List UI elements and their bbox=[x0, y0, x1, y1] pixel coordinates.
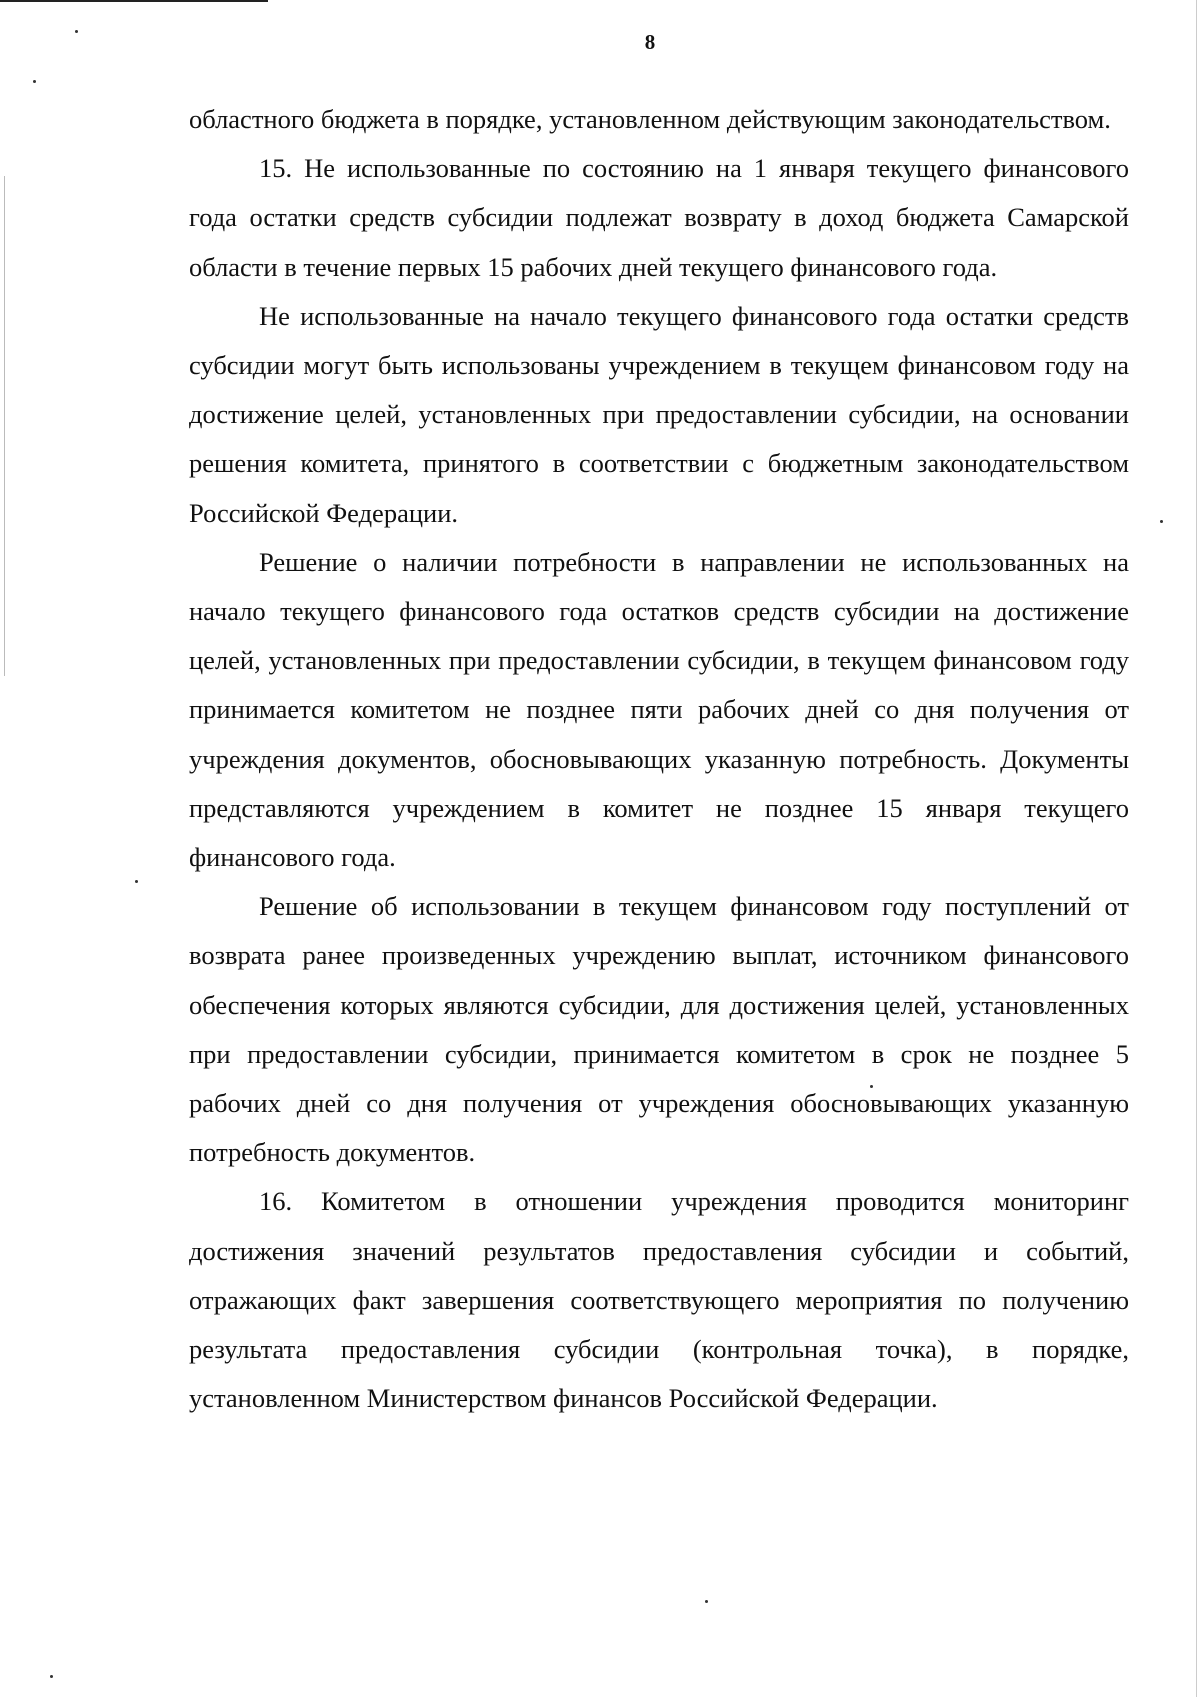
scan-speck bbox=[135, 880, 138, 883]
paragraph-clause-16: 16. Комитетом в отношении учреждения проводится мониторинг достижения значений результатов предоставления субсидии и событий, отражающих факт завершения соответствующего мероприятия по получению результата предоставления субсидии (контрольная точка), в порядке, установленном Министерством финансов Российской Федерации. bbox=[189, 1186, 1129, 1414]
paragraph-continuation: областного бюджета в порядке, установленном действующим законодательством. bbox=[189, 104, 1111, 134]
paragraph-clause-15: 15. Не использованные по состоянию на 1 января текущего финансового года остатки средств субсидии подлежат возврату в доход бюджета Самарской области в течение первых 15 рабочих дней текущего финансового года. bbox=[189, 153, 1129, 282]
scan-speck bbox=[33, 80, 36, 83]
document-body bbox=[189, 95, 1129, 1423]
scan-border-right bbox=[1196, 0, 1197, 1697]
paragraph-decision-need: Решение о наличии потребности в направлении не использованных на начало текущего финансового года остатков средств субсидии на достижение целей, установленных при предоставлении субсидии, в текущем финансовом году принимается комитетом не позднее пяти рабочих дней со дня получения от учреждения документов, обосновывающих указанную потребность. Документы представляются учреждением в комитет не позднее 15 января текущего финансового года. bbox=[189, 546, 1129, 873]
scan-speck bbox=[1160, 520, 1163, 523]
scan-speck bbox=[870, 1085, 873, 1088]
scan-speck bbox=[705, 1600, 708, 1603]
paragraph-unused-balances: Не использованные на начало текущего финансового года остатки средств субсидии могут быть использованы учреждением в текущем финансовом году на достижение целей, установленных при предоставлении субсидии, на основании решения комитета, принятого в соответствии с бюджетным законодательством Российской Федерации. bbox=[189, 300, 1129, 528]
page-number: 8 bbox=[644, 30, 656, 54]
scan-border-left bbox=[4, 176, 5, 676]
scan-speck bbox=[50, 1675, 53, 1678]
paragraph-decision-use: Решение об использовании в текущем финансовом году поступлений от возврата ранее произведенных учреждению выплат, источником финансового обеспечения которых являются субсидии, для достижения целей, установленных при предоставлении субсидии, принимается комитетом в срок не позднее 5 рабочих дней со дня получения от учреждения обосновывающих указанную потребность документов. bbox=[189, 891, 1129, 1168]
scan-border-top bbox=[0, 0, 268, 2]
scan-speck bbox=[75, 30, 78, 33]
